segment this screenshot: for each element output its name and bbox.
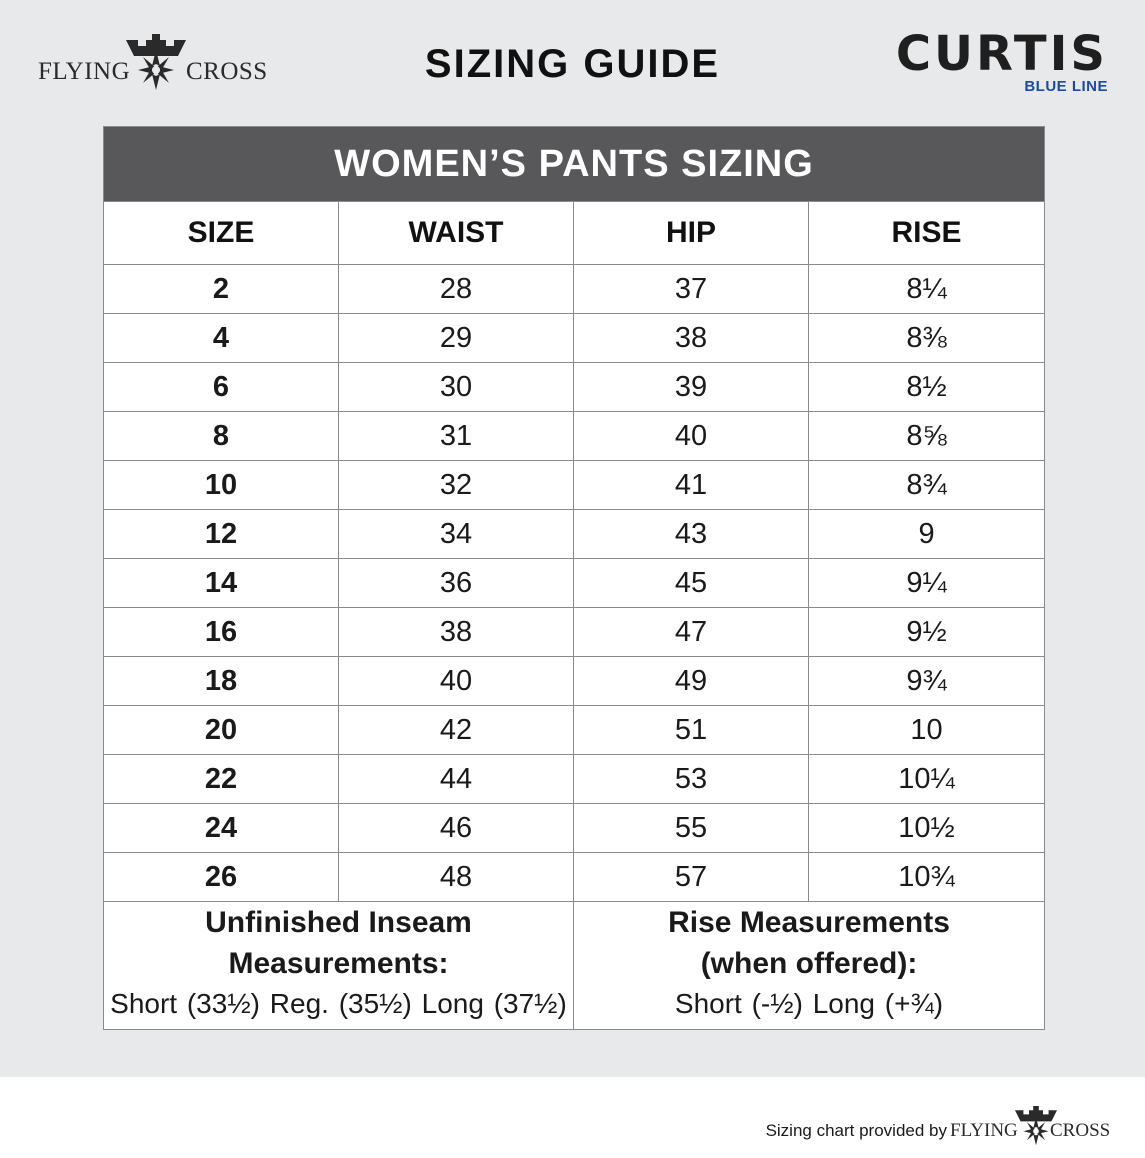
- waist-cell: 28: [339, 265, 574, 314]
- hip-cell: 39: [574, 363, 809, 412]
- rise-heading-line1: Rise Measurements: [668, 906, 950, 939]
- size-cell: 14: [104, 559, 339, 608]
- hip-cell: 51: [574, 706, 809, 755]
- hip-cell: 49: [574, 657, 809, 706]
- table-footer-row: [104, 902, 1045, 1030]
- size-cell: 6: [104, 363, 339, 412]
- waist-cell: 32: [339, 461, 574, 510]
- hip-cell: 47: [574, 608, 809, 657]
- size-cell: 12: [104, 510, 339, 559]
- size-cell: 16: [104, 608, 339, 657]
- rise-cell: 10¾: [809, 853, 1045, 902]
- column-header-rise: RISE: [809, 202, 1045, 265]
- column-header-size: SIZE: [104, 202, 339, 265]
- waist-cell: 34: [339, 510, 574, 559]
- column-header-waist: WAIST: [339, 202, 574, 265]
- waist-cell: 44: [339, 755, 574, 804]
- hip-cell: 38: [574, 314, 809, 363]
- inseam-values: Short (33½) Reg. (35½) Long (37½): [110, 988, 567, 1019]
- table-banner-row: [104, 127, 1045, 202]
- table-row: [104, 853, 1045, 902]
- table-row: [104, 314, 1045, 363]
- waist-cell: 29: [339, 314, 574, 363]
- table-row: [104, 461, 1045, 510]
- credit-line: [695, 1106, 1115, 1150]
- size-cell: 10: [104, 461, 339, 510]
- table-row: [104, 265, 1045, 314]
- rise-cell: 8¼: [809, 265, 1045, 314]
- waist-cell: 40: [339, 657, 574, 706]
- rise-cell: 8¾: [809, 461, 1045, 510]
- rise-cell: 10: [809, 706, 1045, 755]
- hip-cell: 45: [574, 559, 809, 608]
- hip-cell: 37: [574, 265, 809, 314]
- size-cell: 18: [104, 657, 339, 706]
- rise-values: Short (-½) Long (+¾): [674, 988, 944, 1019]
- hip-cell: 57: [574, 853, 809, 902]
- hip-cell: 41: [574, 461, 809, 510]
- rise-cell: 10¼: [809, 755, 1045, 804]
- size-cell: 20: [104, 706, 339, 755]
- size-cell: 22: [104, 755, 339, 804]
- hip-cell: 55: [574, 804, 809, 853]
- rise-note: [574, 902, 1045, 1030]
- hip-cell: 43: [574, 510, 809, 559]
- table-header-row: [104, 202, 1045, 265]
- waist-cell: 46: [339, 804, 574, 853]
- table-row: [104, 510, 1045, 559]
- size-cell: 8: [104, 412, 339, 461]
- rise-cell: 8½: [809, 363, 1045, 412]
- rise-cell: 8⅜: [809, 314, 1045, 363]
- table-row: [104, 559, 1045, 608]
- page-title: SIZING GUIDE: [424, 42, 721, 86]
- rise-cell: 9: [809, 510, 1045, 559]
- waist-cell: 48: [339, 853, 574, 902]
- inseam-heading-line2: Measurements:: [228, 947, 449, 980]
- waist-cell: 36: [339, 559, 574, 608]
- size-cell: 2: [104, 265, 339, 314]
- rise-heading-line2: (when offered):: [700, 947, 918, 980]
- waist-cell: 42: [339, 706, 574, 755]
- hip-cell: 53: [574, 755, 809, 804]
- rise-cell: 9½: [809, 608, 1045, 657]
- waist-cell: 31: [339, 412, 574, 461]
- rise-cell: 8⅝: [809, 412, 1045, 461]
- curtis-logo-name: CURTIS: [895, 26, 1108, 82]
- inseam-note: [104, 902, 574, 1030]
- table-row: [104, 706, 1045, 755]
- size-cell: 24: [104, 804, 339, 853]
- waist-cell: 38: [339, 608, 574, 657]
- table-title: WOMEN’S PANTS SIZING: [104, 127, 1045, 202]
- table-row: [104, 363, 1045, 412]
- waist-cell: 30: [339, 363, 574, 412]
- credit-text: Sizing chart provided by: [765, 1121, 947, 1140]
- rise-cell: 10½: [809, 804, 1045, 853]
- size-cell: 4: [104, 314, 339, 363]
- sizing-table: [103, 126, 1045, 1030]
- curtis-logo: [860, 26, 1110, 100]
- size-cell: 26: [104, 853, 339, 902]
- logo-word-flying: FLYING: [38, 58, 131, 85]
- table-row: [104, 657, 1045, 706]
- logo-word-cross: CROSS: [186, 58, 268, 85]
- rise-cell: 9¼: [809, 559, 1045, 608]
- table-row: [104, 608, 1045, 657]
- table-row: [104, 804, 1045, 853]
- rise-cell: 9¾: [809, 657, 1045, 706]
- hip-cell: 40: [574, 412, 809, 461]
- credit-logo-word-flying: FLYING: [950, 1120, 1018, 1141]
- table-row: [104, 755, 1045, 804]
- column-header-hip: HIP: [574, 202, 809, 265]
- inseam-heading-line1: Unfinished Inseam: [205, 906, 472, 939]
- curtis-logo-tagline: BLUE LINE: [1024, 78, 1108, 95]
- credit-logo-word-cross: CROSS: [1050, 1120, 1111, 1141]
- table-row: [104, 412, 1045, 461]
